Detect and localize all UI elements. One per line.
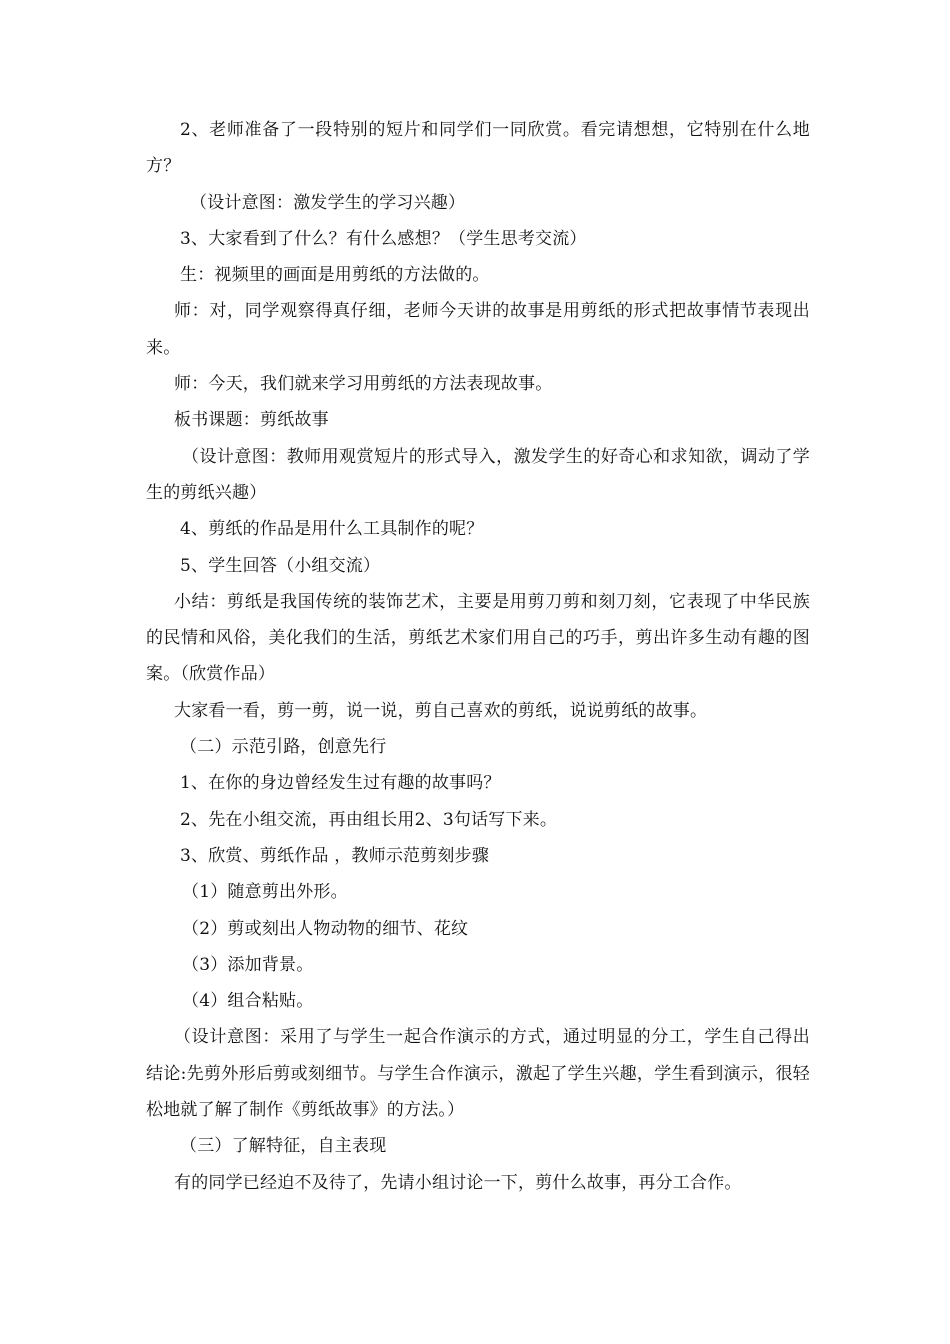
paragraph: 2、老师准备了一段特别的短片和同学们一同欣赏。看完请想想，它特别在什么地方？ bbox=[146, 120, 810, 177]
paragraph: （设计意图：采用了与学生一起合作演示的方式，通过明显的分工，学生自己得出结论:先剪外形后剪或刻细节。与学生合作演示，激起了学生兴趣，学生看到演示，很轻松地就了解了制作《剪纸故事》的方法。） bbox=[146, 1027, 810, 1121]
paragraph: 5、学生回答（小组交流） bbox=[180, 555, 381, 576]
section-heading: （二）示范引路，创意先行 bbox=[180, 737, 387, 758]
paragraph: 师：对，同学观察得真仔细，老师今天讲的故事是用剪纸的形式把故事情节表现出来。 bbox=[146, 301, 810, 358]
paragraph: （设计意图：教师用观赏短片的形式导入，激发学生的好奇心和求知欲，调动了学生的剪纸兴趣） bbox=[146, 446, 810, 503]
paragraph: 3、大家看到了什么？有什么感想？（学生思考交流） bbox=[180, 228, 587, 249]
list-item: （2）剪或刻出人物动物的细节、花纹 bbox=[182, 918, 469, 939]
paragraph: 大家看一看，剪一剪，说一说，剪自己喜欢的剪纸，说说剪纸的故事。 bbox=[174, 700, 708, 721]
paragraph: 板书课题：剪纸故事 bbox=[174, 410, 329, 431]
paragraph: 生：视频里的画面是用剪纸的方法做的。 bbox=[180, 265, 490, 286]
list-item: （1）随意剪出外形。 bbox=[182, 882, 348, 903]
list-item: （4）组合粘贴。 bbox=[182, 991, 314, 1012]
paragraph: 师：今天，我们就来学习用剪纸的方法表现故事。 bbox=[174, 374, 553, 395]
paragraph: （设计意图：激发学生的学习兴趣） bbox=[190, 192, 466, 213]
paragraph: 4、剪纸的作品是用什么工具制作的呢？ bbox=[180, 519, 484, 540]
paragraph: 3、欣赏、剪纸作品 ，教师示范剪刻步骤 bbox=[180, 845, 490, 866]
paragraph: 有的同学已经迫不及待了，先请小组讨论一下，剪什么故事，再分工合作。 bbox=[174, 1172, 742, 1193]
document-body bbox=[146, 112, 810, 1201]
paragraph: 1、在你的身边曾经发生过有趣的故事吗？ bbox=[180, 773, 501, 794]
section-heading: （三）了解特征，自主表现 bbox=[180, 1136, 387, 1157]
list-item: （3）添加背景。 bbox=[182, 954, 314, 975]
paragraph: 小结：剪纸是我国传统的装饰艺术，主要是用剪刀剪和刻刀刻，它表现了中华民族的民情和风俗，美化我们的生活，剪纸艺术家们用自己的巧手，剪出许多生动有趣的图案。（欣赏作品） bbox=[146, 591, 810, 685]
paragraph: 2、先在小组交流，再由组长用2、3句话写下来。 bbox=[180, 809, 558, 830]
